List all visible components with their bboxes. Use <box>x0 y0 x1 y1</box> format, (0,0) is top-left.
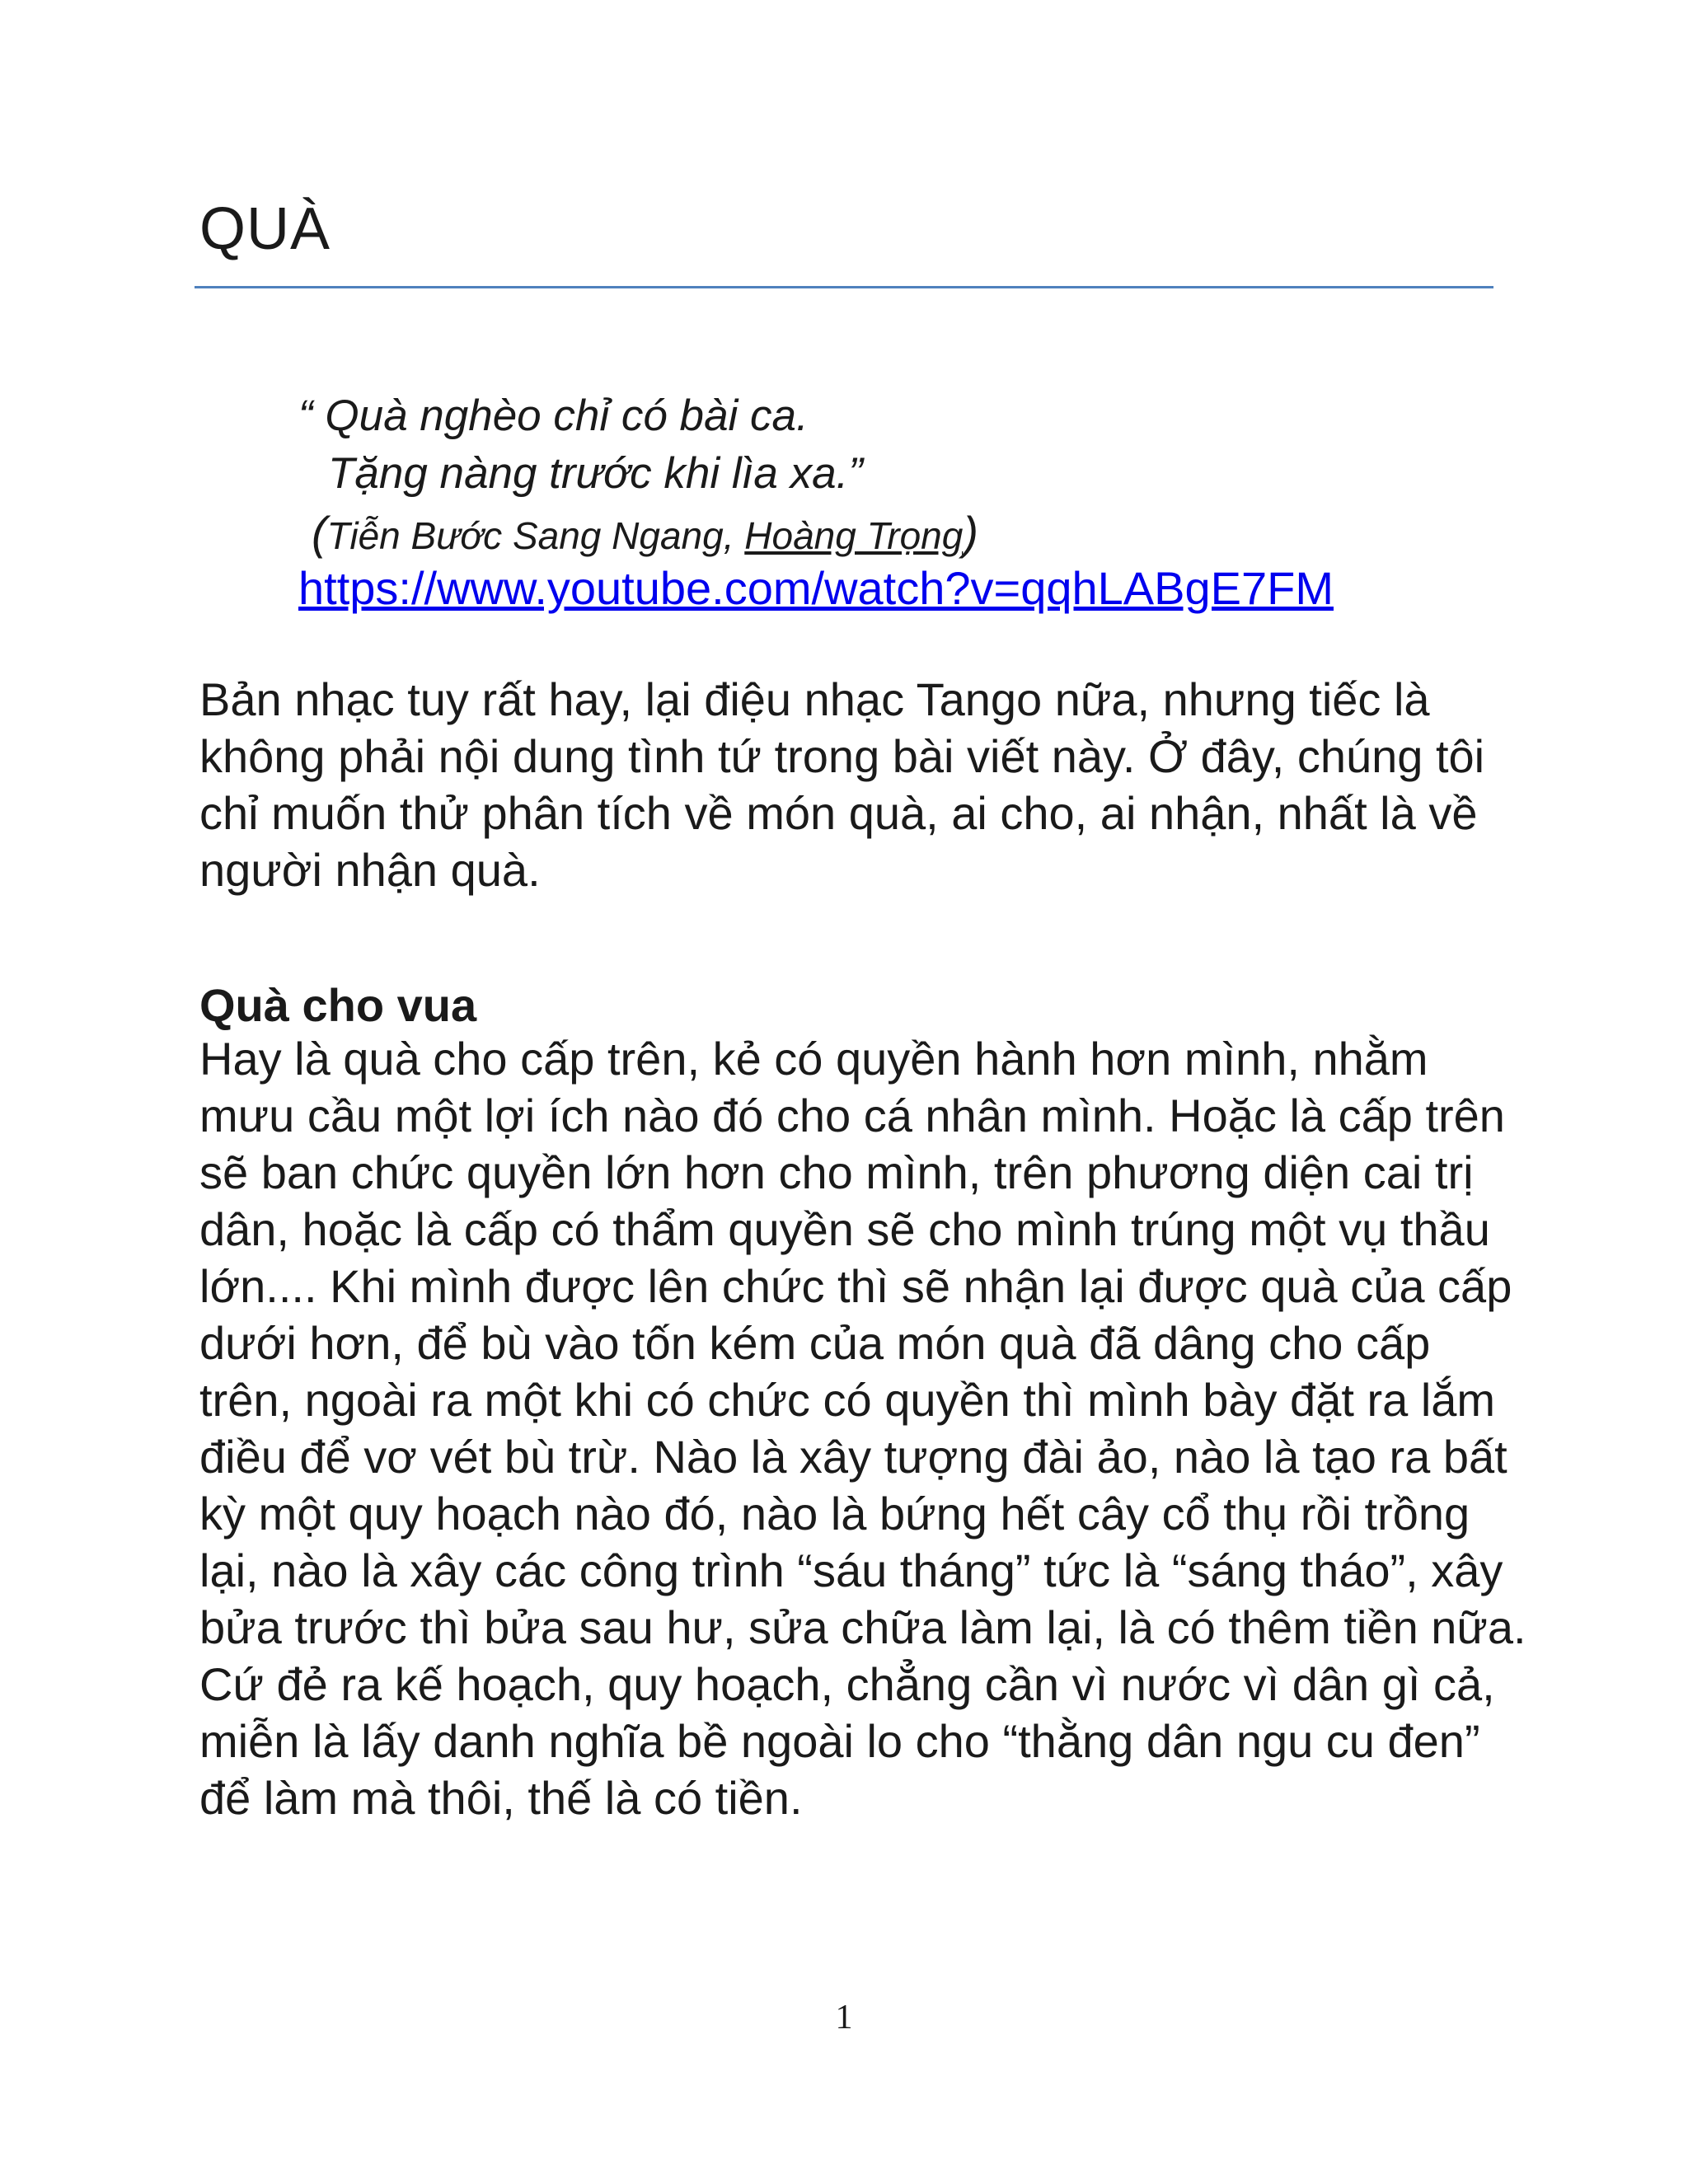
page-title: QUÀ <box>199 196 331 262</box>
youtube-link[interactable]: https://www.youtube.com/watch?v=qqhLABgE7FM <box>298 562 1334 614</box>
title-underline-divider <box>195 286 1493 288</box>
epigraph-line-1: “ Quà nghèo chỉ có bài ca. <box>298 391 809 440</box>
page-number: 1 <box>835 1999 853 2036</box>
epigraph-attribution <box>312 504 978 565</box>
epigraph <box>298 387 863 503</box>
epigraph-line-2: Tặng nàng trước khi lìa xa.” <box>328 449 863 498</box>
intro-paragraph: Bản nhạc tuy rất hay, lại điệu nhạc Tango nữa, nhưng tiếc là không phải nội dung tình tứ trong bài viết này. Ở đây, chúng tôi chỉ muốn thử phân tích về món quà, ai cho, ai nhận, nhất là về người nhận quà. <box>199 673 1485 896</box>
attribution-open-paren: ( <box>312 507 327 559</box>
attribution-song: Tiễn Bước Sang Ngang, <box>326 514 745 557</box>
section-paragraph: Hay là quà cho cấp trên, kẻ có quyền hành hơn mình, nhằm mưu cầu một lợi ích nào đó cho cá nhân mình. Hoặc là cấp trên sẽ ban chức quyền lớn hơn cho mình, trên phương diện cai trị dân, hoặc là cấp có thẩm quyền sẽ cho mình trúng một vụ thầu lớn.... Khi mình được lên chức thì sẽ nhận lại được quà của cấp dưới hơn, để bù vào tốn kém của món quà đã dâng cho cấp trên, ngoài ra một khi có chức có quyền thì mình bày đặt ra lắm điều để vơ vét bù trừ. Nào là xây tượng đài ảo, nào là tạo ra bất kỳ một quy hoạch nào đó, nào là bứng hết cây cổ thụ rồi trồng lại, nào là xây các công trình “sáu tháng” tức là “sáng tháo”, xây bửa trước thì bửa sau hư, sửa chữa làm lại, là có thêm tiền nữa. Cứ đẻ ra kế hoạch, quy hoạch, chẳng cần vì nước vì dân gì cả, miễn là lấy danh nghĩa bề ngoài lo cho “thằng dân ngu cu đen” để làm mà thôi, thế là có tiền. <box>199 1033 1526 1824</box>
attribution-close-paren: ) <box>963 507 979 559</box>
attribution-author-link[interactable]: Hoàng Trọng <box>744 514 964 557</box>
section-heading: Quà cho vua <box>199 979 477 1031</box>
